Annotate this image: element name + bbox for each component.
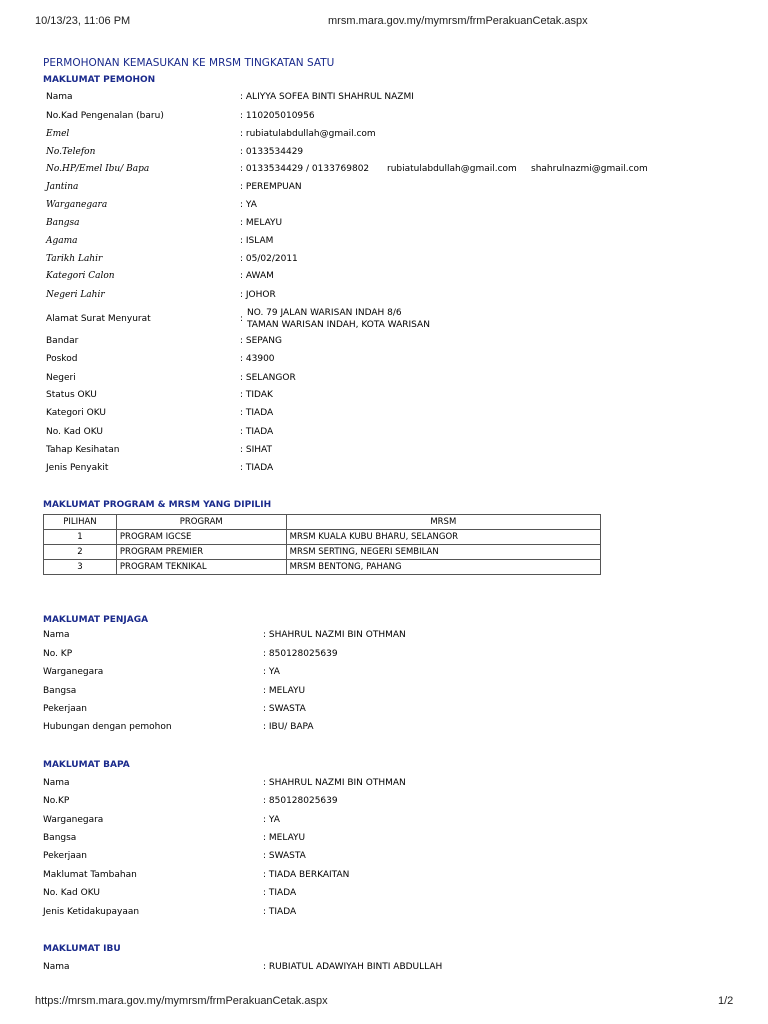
field-label: Hubungan dengan pemohon	[43, 722, 172, 732]
penjaga-row-nama	[0, 630, 768, 646]
penjaga-row-kp	[0, 649, 768, 665]
field-label: Warganegara	[43, 815, 104, 825]
field-label: Kategori OKU	[46, 408, 106, 418]
field-value: : SHAHRUL NAZMI BIN OTHMAN	[263, 630, 406, 640]
field-value: : SIHAT	[240, 445, 272, 455]
field-value: : SHAHRUL NAZMI BIN OTHMAN	[263, 778, 406, 788]
field-label: No. Kad OKU	[43, 888, 100, 898]
field-label: Jantina	[46, 182, 79, 192]
field-label: Bangsa	[46, 218, 80, 228]
table-row	[44, 560, 601, 575]
program-cell: PROGRAM PREMIER	[116, 545, 286, 560]
pemohon-row-bandar	[0, 336, 768, 352]
penjaga-row-warganegara	[0, 667, 768, 683]
column-header: PROGRAM	[116, 515, 286, 530]
section-heading-penjaga: MAKLUMAT PENJAGA	[43, 615, 149, 625]
pemohon-row-kad-oku	[0, 427, 768, 443]
field-value: : RUBIATUL ADAWIYAH BINTI ABDULLAH	[263, 962, 443, 972]
print-page-url: mrsm.mara.gov.my/mymrsm/frmPerakuanCetak.aspx	[328, 15, 588, 27]
table-header-row	[44, 515, 601, 530]
pemohon-row-alamat	[0, 308, 768, 334]
pemohon-row-jantina	[0, 182, 768, 198]
column-header: MRSM	[286, 515, 600, 530]
field-label: No.HP/Emel Ibu/ Bapa	[46, 164, 150, 174]
field-value: : 0133534429	[240, 164, 304, 174]
field-value: : JOHOR	[240, 290, 276, 300]
field-label: Jenis Penyakit	[46, 463, 109, 473]
field-label: Nama	[43, 778, 70, 788]
bapa-row-pekerjaan	[0, 851, 768, 867]
print-footer-url: https://mrsm.mara.gov.my/mymrsm/frmPerakuanCetak.aspx	[35, 995, 328, 1007]
field-value: : TIADA	[263, 888, 297, 898]
field-label: No.Kad Pengenalan (baru)	[46, 111, 164, 121]
field-label: Nama	[43, 630, 70, 640]
field-label: Nama	[46, 92, 73, 102]
table-row	[44, 545, 601, 560]
field-value: : ALIYYA SOFEA BINTI SHAHRUL NAZMI	[240, 92, 414, 102]
field-value: : TIADA	[240, 427, 274, 437]
field-label: No. KP	[43, 649, 73, 659]
field-label: No. Kad OKU	[46, 427, 103, 437]
field-label: Tahap Kesihatan	[46, 445, 120, 455]
field-value: : 0133534429	[240, 147, 304, 157]
print-page-number: 1/2	[718, 995, 734, 1007]
bapa-row-kp	[0, 796, 768, 812]
pemohon-row-bangsa	[0, 218, 768, 234]
pemohon-row-agama	[0, 236, 768, 252]
field-value: : MELAYU	[263, 686, 306, 696]
bapa-row-kad-oku	[0, 888, 768, 904]
field-label: Pekerjaan	[43, 851, 88, 861]
column-header: PILIHAN	[44, 515, 117, 530]
email-bapa: shahrulnazmi@gmail.com	[531, 164, 648, 174]
program-cell: PROGRAM TEKNIKAL	[116, 560, 286, 575]
field-value: : TIADA	[240, 408, 274, 418]
phone-secondary: / 0133769802	[306, 164, 370, 174]
field-value: : TIDAK	[240, 390, 273, 400]
print-datetime: 10/13/23, 11:06 PM	[35, 15, 131, 27]
address-line-1: NO. 79 JALAN WARISAN INDAH 8/6	[247, 308, 402, 318]
pemohon-row-ic	[0, 111, 768, 127]
address-line-2: TAMAN WARISAN INDAH, KOTA WARISAN	[247, 320, 430, 330]
field-value: : TIADA	[240, 463, 274, 473]
field-label: Alamat Surat Menyurat	[46, 314, 151, 324]
pemohon-row-negeri-lahir	[0, 290, 768, 306]
field-label: Bangsa	[43, 686, 77, 696]
bapa-row-ketidakupayaan	[0, 907, 768, 923]
pilihan-cell: 1	[44, 530, 117, 545]
field-label: No.KP	[43, 796, 70, 806]
field-label: Status OKU	[46, 390, 97, 400]
field-value: : 05/02/2011	[240, 254, 298, 264]
section-heading-ibu: MAKLUMAT IBU	[43, 944, 121, 954]
field-value: : PEREMPUAN	[240, 182, 302, 192]
pemohon-row-kategori-calon	[0, 271, 768, 287]
field-value: : MELAYU	[240, 218, 283, 228]
mrsm-cell: MRSM KUALA KUBU BHARU, SELANGOR	[286, 530, 600, 545]
field-value: : 850128025639	[263, 796, 338, 806]
field-value: : YA	[263, 815, 280, 825]
field-label: Emel	[46, 129, 70, 139]
field-value: : SWASTA	[263, 851, 306, 861]
field-value: : YA	[240, 200, 257, 210]
section-heading-bapa: MAKLUMAT BAPA	[43, 760, 130, 770]
section-heading-program: MAKLUMAT PROGRAM & MRSM YANG DIPILIH	[43, 500, 272, 510]
page-title: PERMOHONAN KEMASUKAN KE MRSM TINGKATAN SATU	[43, 57, 335, 69]
penjaga-row-pekerjaan	[0, 704, 768, 720]
field-value: : SEPANG	[240, 336, 283, 346]
pemohon-row-status-oku	[0, 390, 768, 406]
pemohon-row-telefon	[0, 147, 768, 163]
field-label: Bangsa	[43, 833, 77, 843]
mrsm-cell: MRSM SERTING, NEGERI SEMBILAN	[286, 545, 600, 560]
field-value: : 850128025639	[263, 649, 338, 659]
field-label: Jenis Ketidakupayaan	[43, 907, 140, 917]
field-label: Kategori Calon	[46, 271, 115, 281]
pemohon-row-emel	[0, 129, 768, 145]
pemohon-row-tahap-kesihatan	[0, 445, 768, 461]
email-ibu: rubiatulabdullah@gmail.com	[387, 164, 517, 174]
ibu-row-nama	[0, 962, 768, 978]
mrsm-cell: MRSM BENTONG, PAHANG	[286, 560, 600, 575]
field-label: Pekerjaan	[43, 704, 88, 714]
penjaga-row-hubungan	[0, 722, 768, 738]
field-value: : 110205010956	[240, 111, 315, 121]
field-label: Warganegara	[43, 667, 104, 677]
field-value: : 43900	[240, 354, 275, 364]
field-label: Negeri Lahir	[46, 290, 105, 300]
pemohon-row-negeri	[0, 373, 768, 389]
field-value: : MELAYU	[263, 833, 306, 843]
field-value: : AWAM	[240, 271, 274, 281]
field-value: : IBU/ BAPA	[263, 722, 314, 732]
field-value: : TIADA	[263, 907, 297, 917]
field-label: Negeri	[46, 373, 76, 383]
field-value: : SWASTA	[263, 704, 306, 714]
bapa-row-nama	[0, 778, 768, 794]
pemohon-row-warganegara	[0, 200, 768, 216]
bapa-row-maklumat-tambahan	[0, 870, 768, 886]
field-value: : SELANGOR	[240, 373, 296, 383]
field-label: Tarikh Lahir	[46, 254, 103, 264]
field-label: Warganegara	[46, 200, 108, 210]
field-colon: :	[240, 314, 244, 324]
pemohon-row-kategori-oku	[0, 408, 768, 424]
pemohon-row-tarikh-lahir	[0, 254, 768, 270]
field-label: Maklumat Tambahan	[43, 870, 137, 880]
program-cell: PROGRAM IGCSE	[116, 530, 286, 545]
pemohon-row-poskod	[0, 354, 768, 370]
program-table	[43, 514, 601, 575]
pemohon-row-hp-emel-ibubapa	[0, 164, 768, 180]
pemohon-row-jenis-penyakit	[0, 463, 768, 479]
table-row	[44, 530, 601, 545]
pilihan-cell: 3	[44, 560, 117, 575]
field-label: Agama	[46, 236, 78, 246]
section-heading-pemohon: MAKLUMAT PEMOHON	[43, 75, 156, 85]
penjaga-row-bangsa	[0, 686, 768, 702]
pemohon-row-nama	[0, 92, 768, 108]
bapa-row-warganegara	[0, 815, 768, 831]
field-label: Bandar	[46, 336, 79, 346]
field-label: No.Telefon	[46, 147, 96, 157]
field-label: Nama	[43, 962, 70, 972]
field-value: : ISLAM	[240, 236, 274, 246]
field-value: : rubiatulabdullah@gmail.com	[240, 129, 376, 139]
field-value: : TIADA BERKAITAN	[263, 870, 350, 880]
field-value: : YA	[263, 667, 280, 677]
pilihan-cell: 2	[44, 545, 117, 560]
bapa-row-bangsa	[0, 833, 768, 849]
field-label: Poskod	[46, 354, 78, 364]
